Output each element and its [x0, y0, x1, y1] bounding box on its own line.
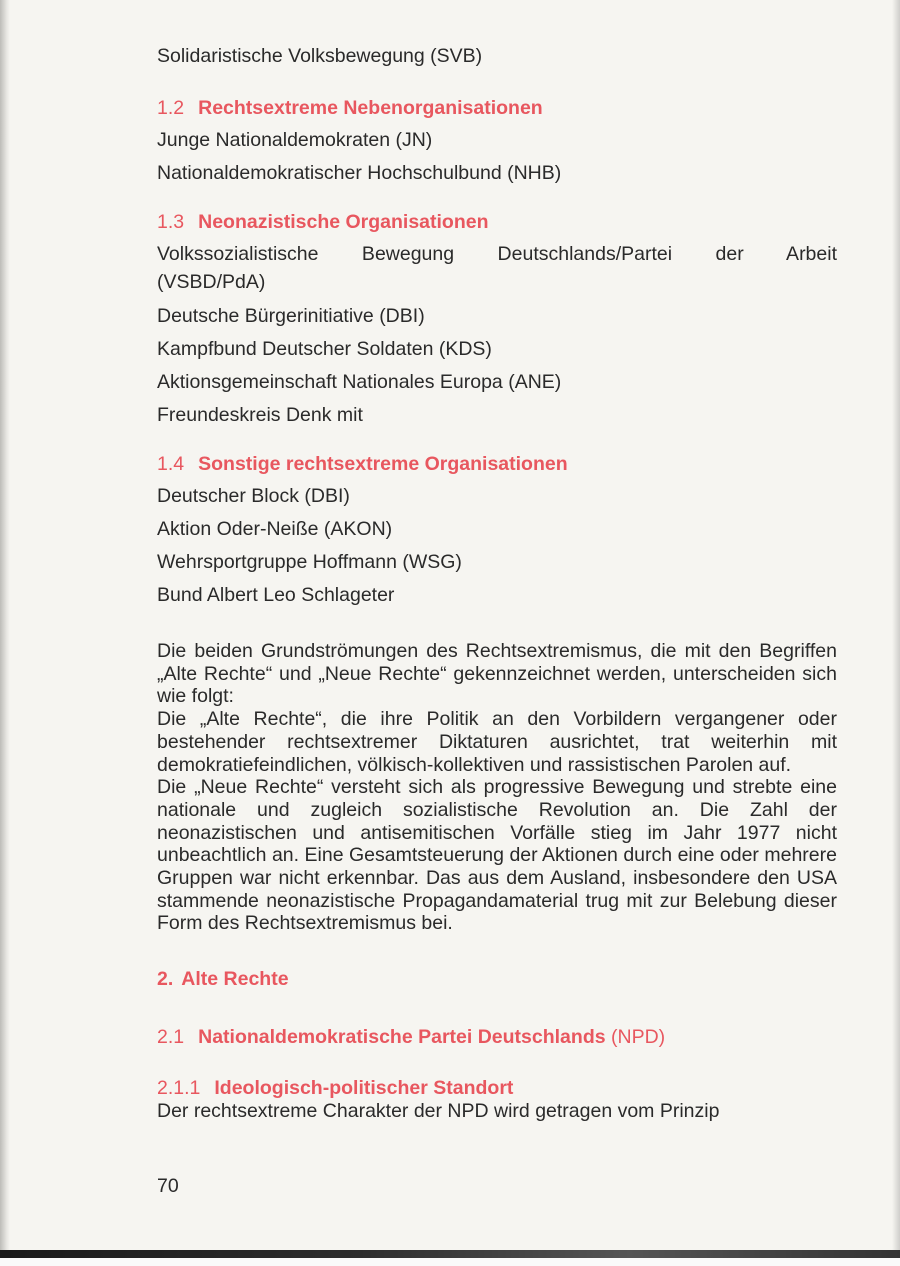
subsubsection-number: 2.1.1 [157, 1077, 201, 1100]
page-bottom-margin [0, 1258, 900, 1266]
list-item: Nationaldemokratischer Hochschulbund (NHB) [157, 162, 562, 184]
section-title: Rechtsextreme Nebenorganisationen [198, 97, 543, 119]
subsection-suffix: (NPD) [605, 1026, 666, 1049]
subsection-heading [157, 1021, 837, 1053]
paragraph: Die „Neue Rechte“ versteht sich als progressive Bewegung und strebte eine nationale und zugleich sozialistische Revolution an. Die Zahl der neonazistischen und antisemitischen Vorfälle stieg im Jahr 1977 nicht unbeachtlich an. Eine Gesamtsteuerung der Aktionen durch eine oder mehrere Gruppen war nicht erkennbar. Das aus dem Ausland, insbesondere den USA stammende neonazistische Propagandamaterial trug mit zur Belebung dieser Form des Rechtsextremismus bei. [157, 776, 837, 935]
subsubsection-title: Ideologisch-politischer Standort [214, 1077, 514, 1100]
section-heading-1-4 [157, 448, 837, 480]
subsubsection-heading [157, 1077, 837, 1099]
chapter-heading [157, 963, 837, 995]
section-list-1-3 [157, 238, 837, 432]
list-item: Aktion Oder-Neiße (AKON) [157, 518, 393, 540]
section-number: 1.4 [157, 453, 185, 475]
body-text [157, 640, 837, 935]
page-number: 70 [157, 1175, 179, 1197]
paragraph: Die „Alte Rechte“, die ihre Politik an den Vorbildern vergangener oder bestehender rechtsextremer Diktaturen ausrichtet, trat weiterhin mit demokratiefeindlichen, völkisch-kollektiven und rassistischen Parolen auf. [157, 708, 837, 776]
intro-line: Solidaristische Volksbewegung (SVB) [157, 45, 483, 67]
section-list-1-4 [157, 480, 837, 612]
list-item: Deutsche Bürgerinitiative (DBI) [157, 305, 425, 327]
section-title: Sonstige rechtsextreme Organisationen [198, 453, 568, 475]
list-item: Volkssozialistische Bewegung Deutschlands/Partei der Arbeit [157, 243, 837, 265]
list-item: Bund Albert Leo Schlageter [157, 584, 395, 606]
list-item: Kampfbund Deutscher Soldaten (KDS) [157, 338, 492, 360]
list-item: Freundeskreis Denk mit [157, 404, 363, 426]
chapter-title: Alte Rechte [181, 968, 289, 991]
section-list-1-2 [157, 124, 837, 190]
subsection-title: Nationaldemokratische Partei Deutschlands [198, 1026, 606, 1049]
page-right-edge [892, 0, 900, 1266]
list-item: Deutscher Block (DBI) [157, 485, 350, 507]
list-item: Wehrsportgruppe Hoffmann (WSG) [157, 551, 462, 573]
section-number: 1.3 [157, 211, 185, 233]
list-item: Junge Nationaldemokraten (JN) [157, 129, 433, 151]
chapter-number: 2. [157, 968, 174, 991]
page-bottom-edge [0, 1250, 900, 1258]
page-content [157, 40, 837, 1123]
list-item: (VSBD/PdA) [157, 271, 266, 293]
page-left-edge [0, 0, 10, 1266]
section-title: Neonazistische Organisationen [198, 211, 489, 233]
section-heading-1-2 [157, 92, 837, 124]
list-item: Aktionsgemeinschaft Nationales Europa (ANE) [157, 371, 562, 393]
last-line: Der rechtsextreme Charakter der NPD wird getragen vom Prinzip [157, 1100, 720, 1123]
subsection-number: 2.1 [157, 1026, 185, 1049]
section-heading-1-3 [157, 206, 837, 238]
section-number: 1.2 [157, 97, 185, 119]
paragraph: Die beiden Grundströmungen des Rechtsextremismus, die mit den Begriffen „Alte Rechte“ und „Neue Rechte“ gekennzeichnet werden, unterscheiden sich wie folgt: [157, 640, 837, 708]
